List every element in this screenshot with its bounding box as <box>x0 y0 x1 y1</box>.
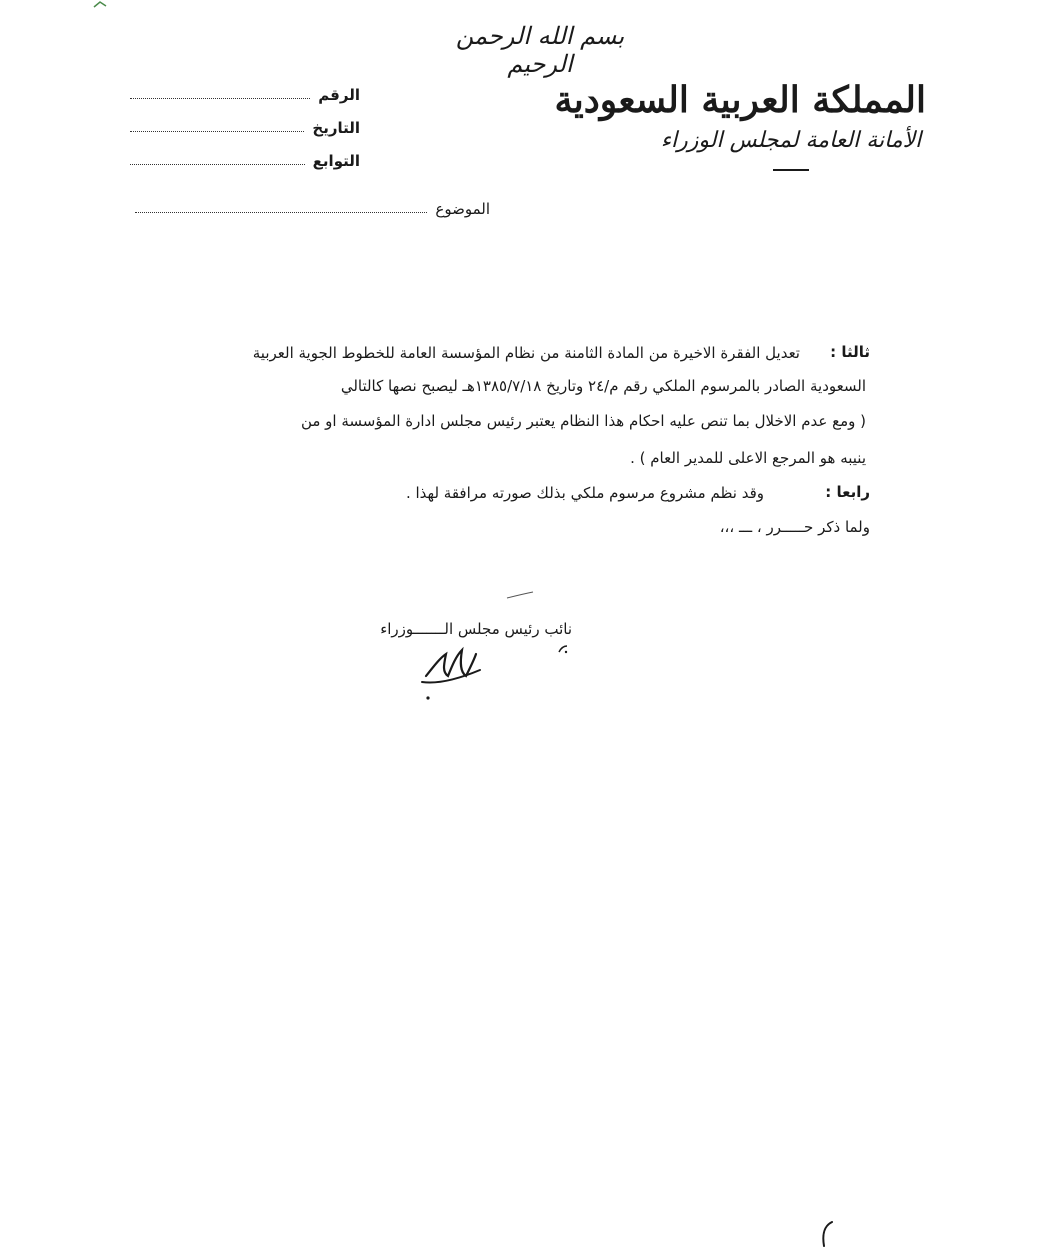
attachments-label: التوابع <box>312 152 360 170</box>
item-3-line-3: ( ومع عدم الاخلال بما تنص عليه احكام هذا النظام يعتبر رئيس مجلس ادارة المؤسسة او من <box>300 412 866 430</box>
number-field <box>130 86 360 104</box>
closing-line: ولما ذكر حـــــرر ، ـــ ،،، <box>719 518 870 536</box>
item-3-line-4: ينيبه هو المرجع الاعلى للمدير العام ) . <box>630 449 866 467</box>
letterhead <box>554 78 926 171</box>
number-dotted-line <box>130 98 310 99</box>
date-dotted-line <box>130 131 304 132</box>
item-3-label: ثالثا : <box>830 343 870 361</box>
ink-stroke-mark <box>505 590 535 600</box>
attachments-field <box>130 152 360 170</box>
number-label: الرقم <box>318 86 360 104</box>
council-name: الأمانة العامة لمجلس الوزراء <box>660 128 922 153</box>
item-4-line: وقد نظم مشروع مرسوم ملكي بذلك صورته مرافقة لهذا . <box>405 484 764 502</box>
bottom-ink-mark <box>814 1220 838 1247</box>
subject-label: الموضوع <box>435 200 490 218</box>
date-label: التاريخ <box>312 119 360 137</box>
item-4-label: رابعا : <box>825 483 870 501</box>
kingdom-name: المملكة العربية السعودية <box>554 79 926 121</box>
attachments-dotted-line <box>130 164 305 165</box>
basmala: بسم الله الرحمن الرحيم <box>455 22 625 78</box>
signature-title: نائب رئيس مجلس الـــــــوزراء <box>380 620 572 638</box>
item-3-line-2: السعودية الصادر بالمرسوم الملكي رقم م/٢٤ وتاريخ ١٣٨٥/٧/١٨هـ ليصبح نصها كالتالي <box>340 377 866 395</box>
subject-dotted-line <box>135 212 427 213</box>
handwritten-signature <box>416 636 496 706</box>
item-3-line-1: تعديل الفقرة الاخيرة من المادة الثامنة من نظام المؤسسة العامة للخطوط الجوية العربية <box>252 344 800 362</box>
letterhead-rule <box>773 169 809 171</box>
subject-field <box>135 200 490 218</box>
corner-scan-mark <box>92 0 108 8</box>
date-field <box>130 119 360 137</box>
signature-annotation-mark <box>556 642 570 656</box>
